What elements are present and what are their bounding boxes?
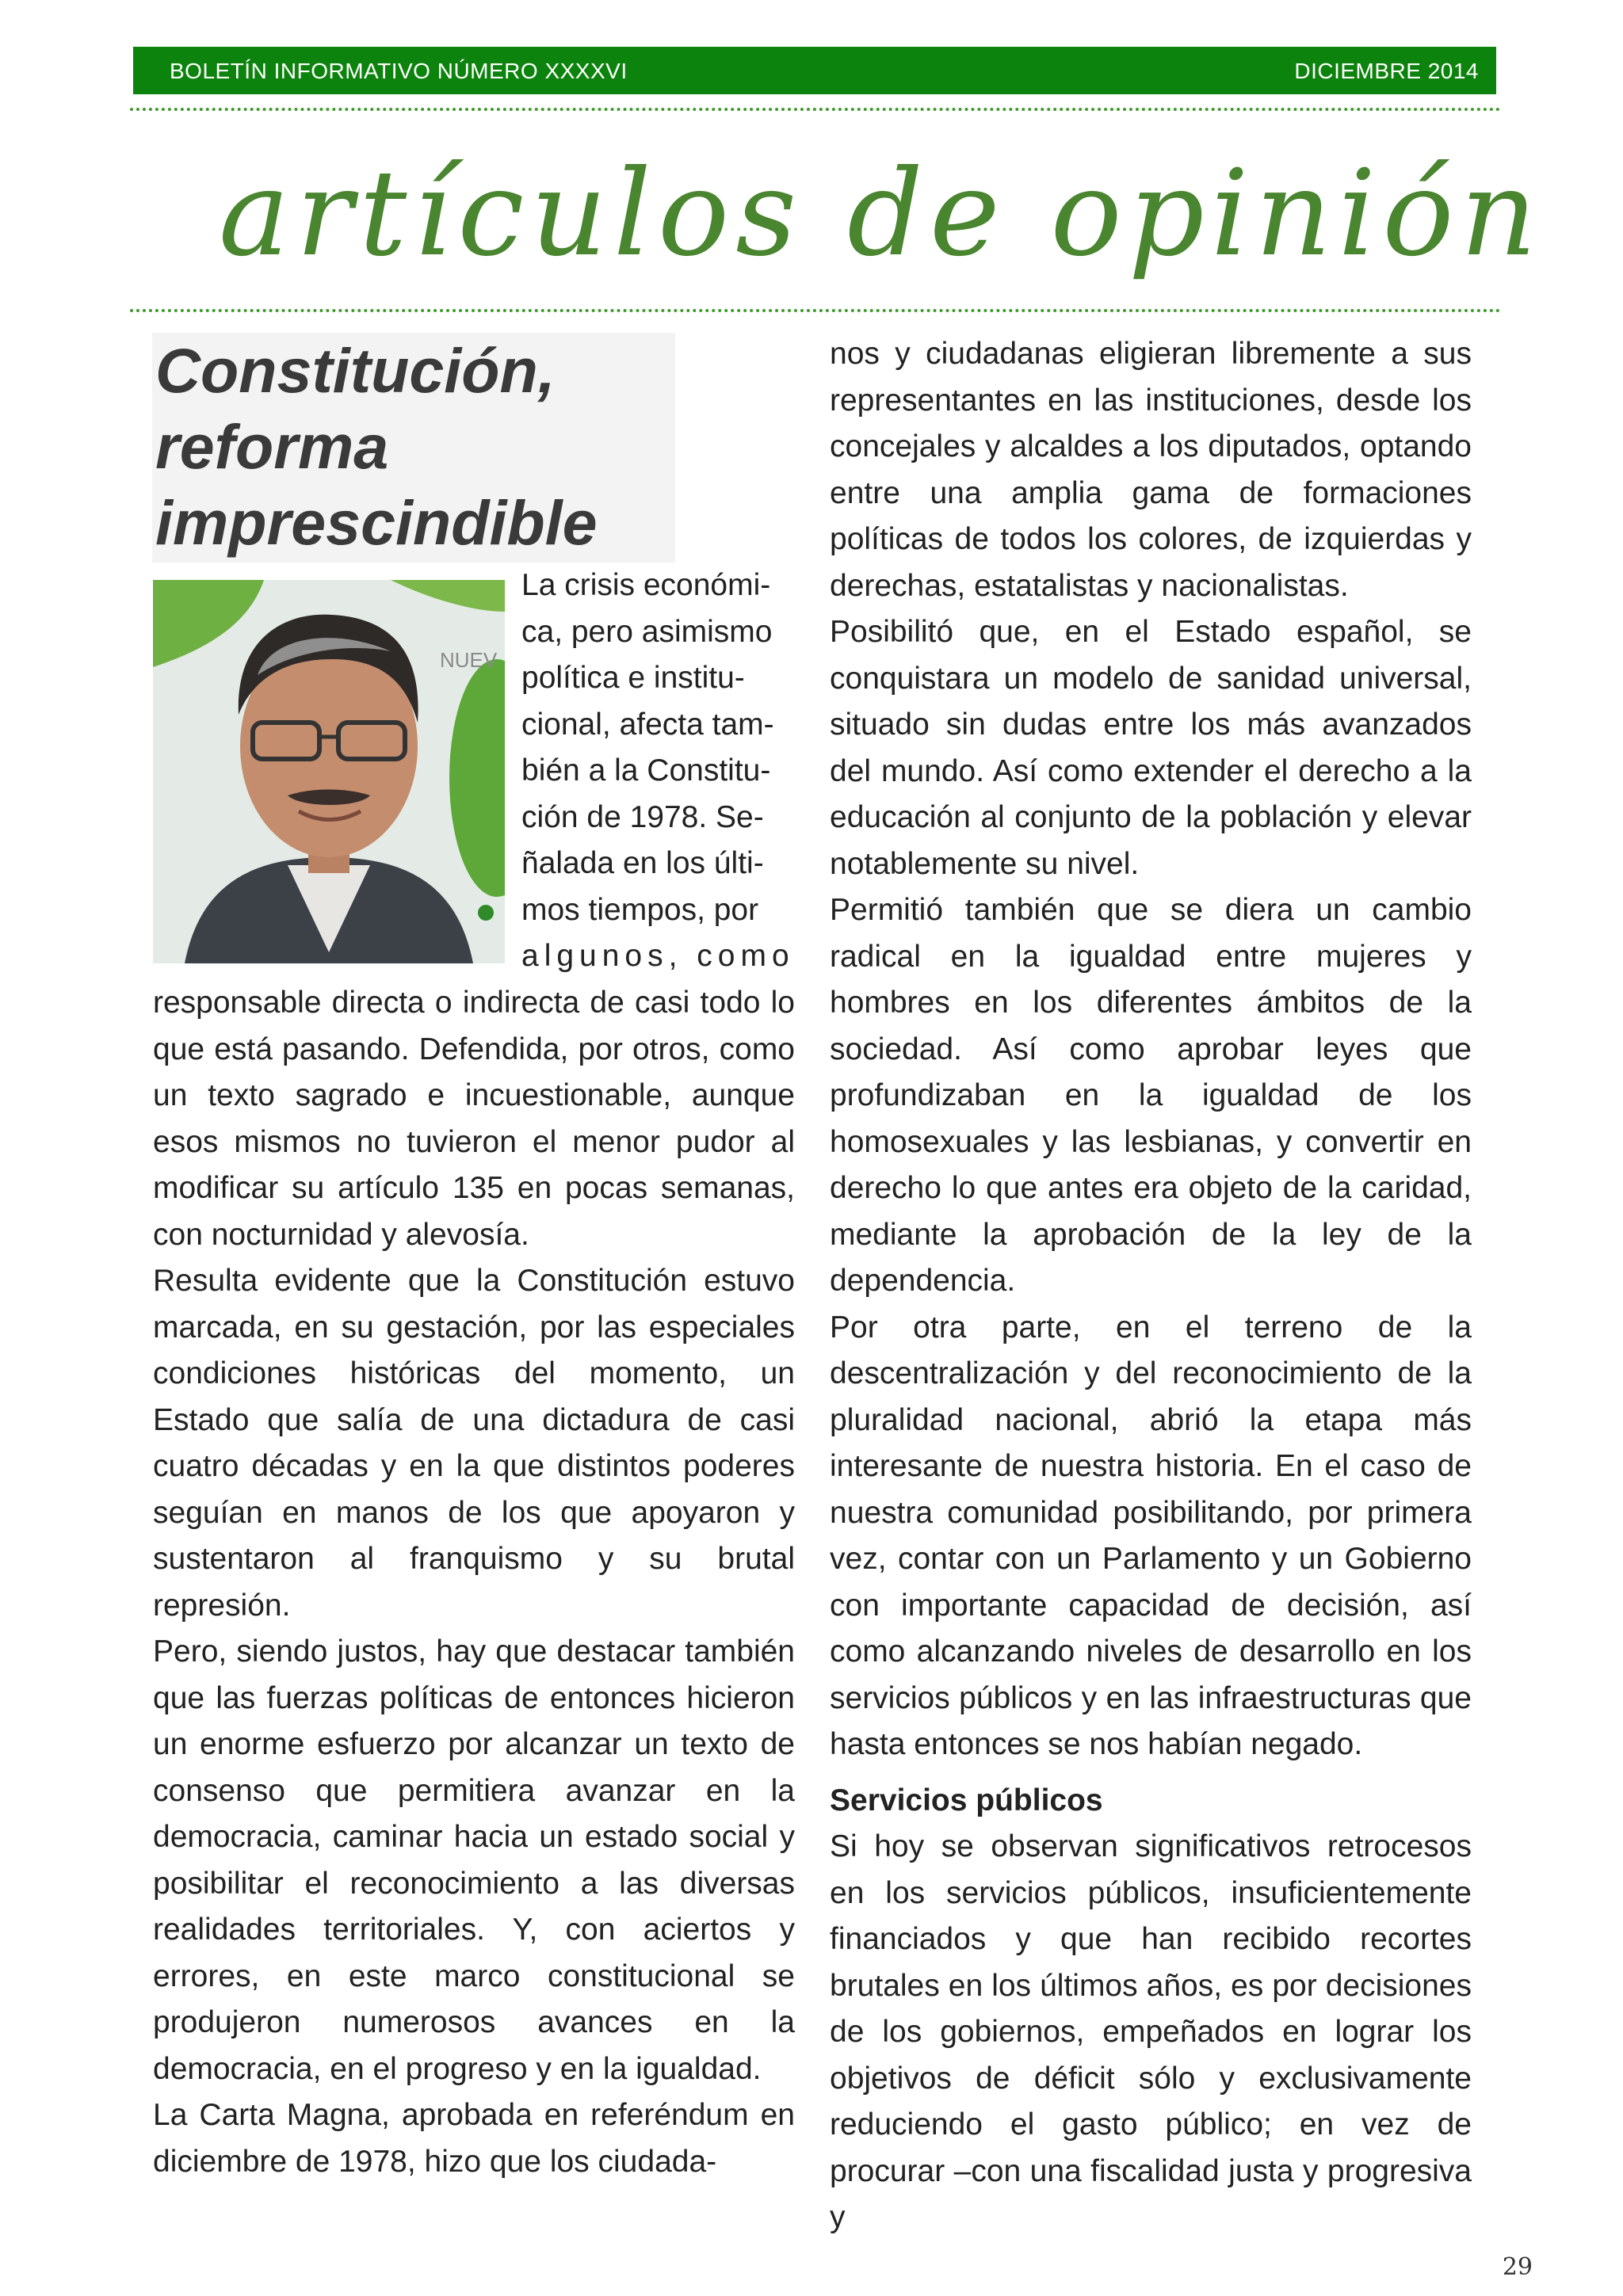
- paragraph: Pero, siendo justos, hay que destacar también que las fuerzas políticas de entonces hicieron un enorme esfuerzo por alcanzar un texto de consenso que permitiera avanzar en la democracia, caminar hacia un estado social y posibilitar el reconocimiento a las diversas realidades territoriales. Y, con aciertos y errores, en este marco constitucional se produjeron numerosos avances en la democracia, en el progreso y en la igualdad.: [153, 1634, 795, 2086]
- paragraph: Por otra parte, en el terreno de la descentralización y del reconocimiento de la pluralidad nacional, abrió la etapa más interesante de nuestra historia. En el caso de nuestra comunidad posibilitando, por primera vez, contar con un Parlamento y un Gobierno con importante capacidad de decisión, así como alcanzando niveles de desarrollo en los servicios públicos y en las infraestructuras que hasta entonces se nos habían negado.: [830, 1310, 1472, 1761]
- wrap-line: bién a la Constitu-: [521, 753, 771, 788]
- wrap-line: cional, afecta tam-: [521, 707, 774, 742]
- author-photo: [153, 580, 505, 963]
- paragraph: La Carta Magna, aprobada en referéndum en diciembre de 1978, hizo que los ciudada-: [153, 2098, 795, 2179]
- paragraph: Posibilitó que, en el Estado español, se conquistara un modelo de sanidad universal, situado sin dudas entre los más avanzados del mundo. Así como extender el derecho a la educación al conjunto de la población y elevar notablemente su nivel.: [830, 615, 1472, 881]
- page-number: 29: [1502, 2253, 1533, 2281]
- title-divider: [130, 309, 1501, 312]
- paragraph: Resulta evidente que la Constitución estuvo marcada, en su gestación, por las especiales condiciones históricas del momento, un Estado que salía de una dictadura de casi cuatro décadas y en la que distintos poderes seguían en manos de los que apoyaron y sustentaron al franquismo y su brutal represión.: [153, 1264, 795, 1623]
- header-bar: [133, 47, 1496, 94]
- newsletter-issue: BOLETÍN INFORMATIVO NÚMERO XXXXVI: [170, 59, 628, 83]
- wrap-line: ca, pero asimismo: [521, 614, 773, 649]
- subheading: Servicios públicos: [830, 1783, 1103, 1817]
- paragraph: responsable directa o indirecta de casi todo lo que está pasando. Defendida, por otros, como un texto sagrado e incuestionable, aunque esos mismos no tuvieron el menor pudor al modificar su artículo 135 en pocas semanas, con nocturnidad y alevosía.: [153, 986, 795, 1252]
- article-title: Constitución, reforma imprescindible: [155, 335, 598, 558]
- wrap-text-block: [521, 563, 795, 980]
- background-sign-text: NUEV: [440, 648, 498, 672]
- left-column-body: [153, 980, 795, 2185]
- paragraph: nos y ciudadanas eligieran libremente a sus representantes en las instituciones, desde los concejales y alcaldes a los diputados, optando entre una amplia gama de formaciones políticas de todos los colores, de izquierdas y derechas, estatalistas y nacionalistas.: [830, 337, 1472, 603]
- wrap-line: ción de 1978. Se-: [521, 799, 764, 834]
- paragraph: Si hoy se observan significativos retrocesos en los servicios públicos, insuficientemente financiados y que han recibido recortes brutales en los últimos años, es por decisiones de los gobiernos, empeñados en lograr los objetivos de déficit sólo y exclusivamente reduciendo el gasto público; en vez de procurar –con una fiscalidad justa y progresiva y: [830, 1829, 1472, 2234]
- wrap-line: política e institu-: [521, 661, 745, 695]
- section-title: artículos de opinión: [219, 145, 1544, 283]
- wrap-line: algunos, como: [521, 939, 795, 973]
- issue-date: DICIEMBRE 2014: [1294, 59, 1479, 83]
- right-column-body: [830, 331, 1472, 2241]
- wrap-line: ñalada en los últi-: [521, 846, 764, 880]
- paragraph: Permitió también que se diera un cambio radical en la igualdad entre mujeres y hombres en los diferentes ámbitos de la sociedad. Así como aprobar leyes que profundizaban en la igualdad de los homosexuales y las lesbianas, y convertir en derecho lo que antes era objeto de la caridad, mediante la aprobación de la ley de la dependencia.: [830, 893, 1472, 1298]
- wrap-line: mos tiempos, por: [521, 892, 759, 927]
- top-divider: [130, 108, 1501, 111]
- wrap-line: La crisis económi-: [521, 568, 771, 602]
